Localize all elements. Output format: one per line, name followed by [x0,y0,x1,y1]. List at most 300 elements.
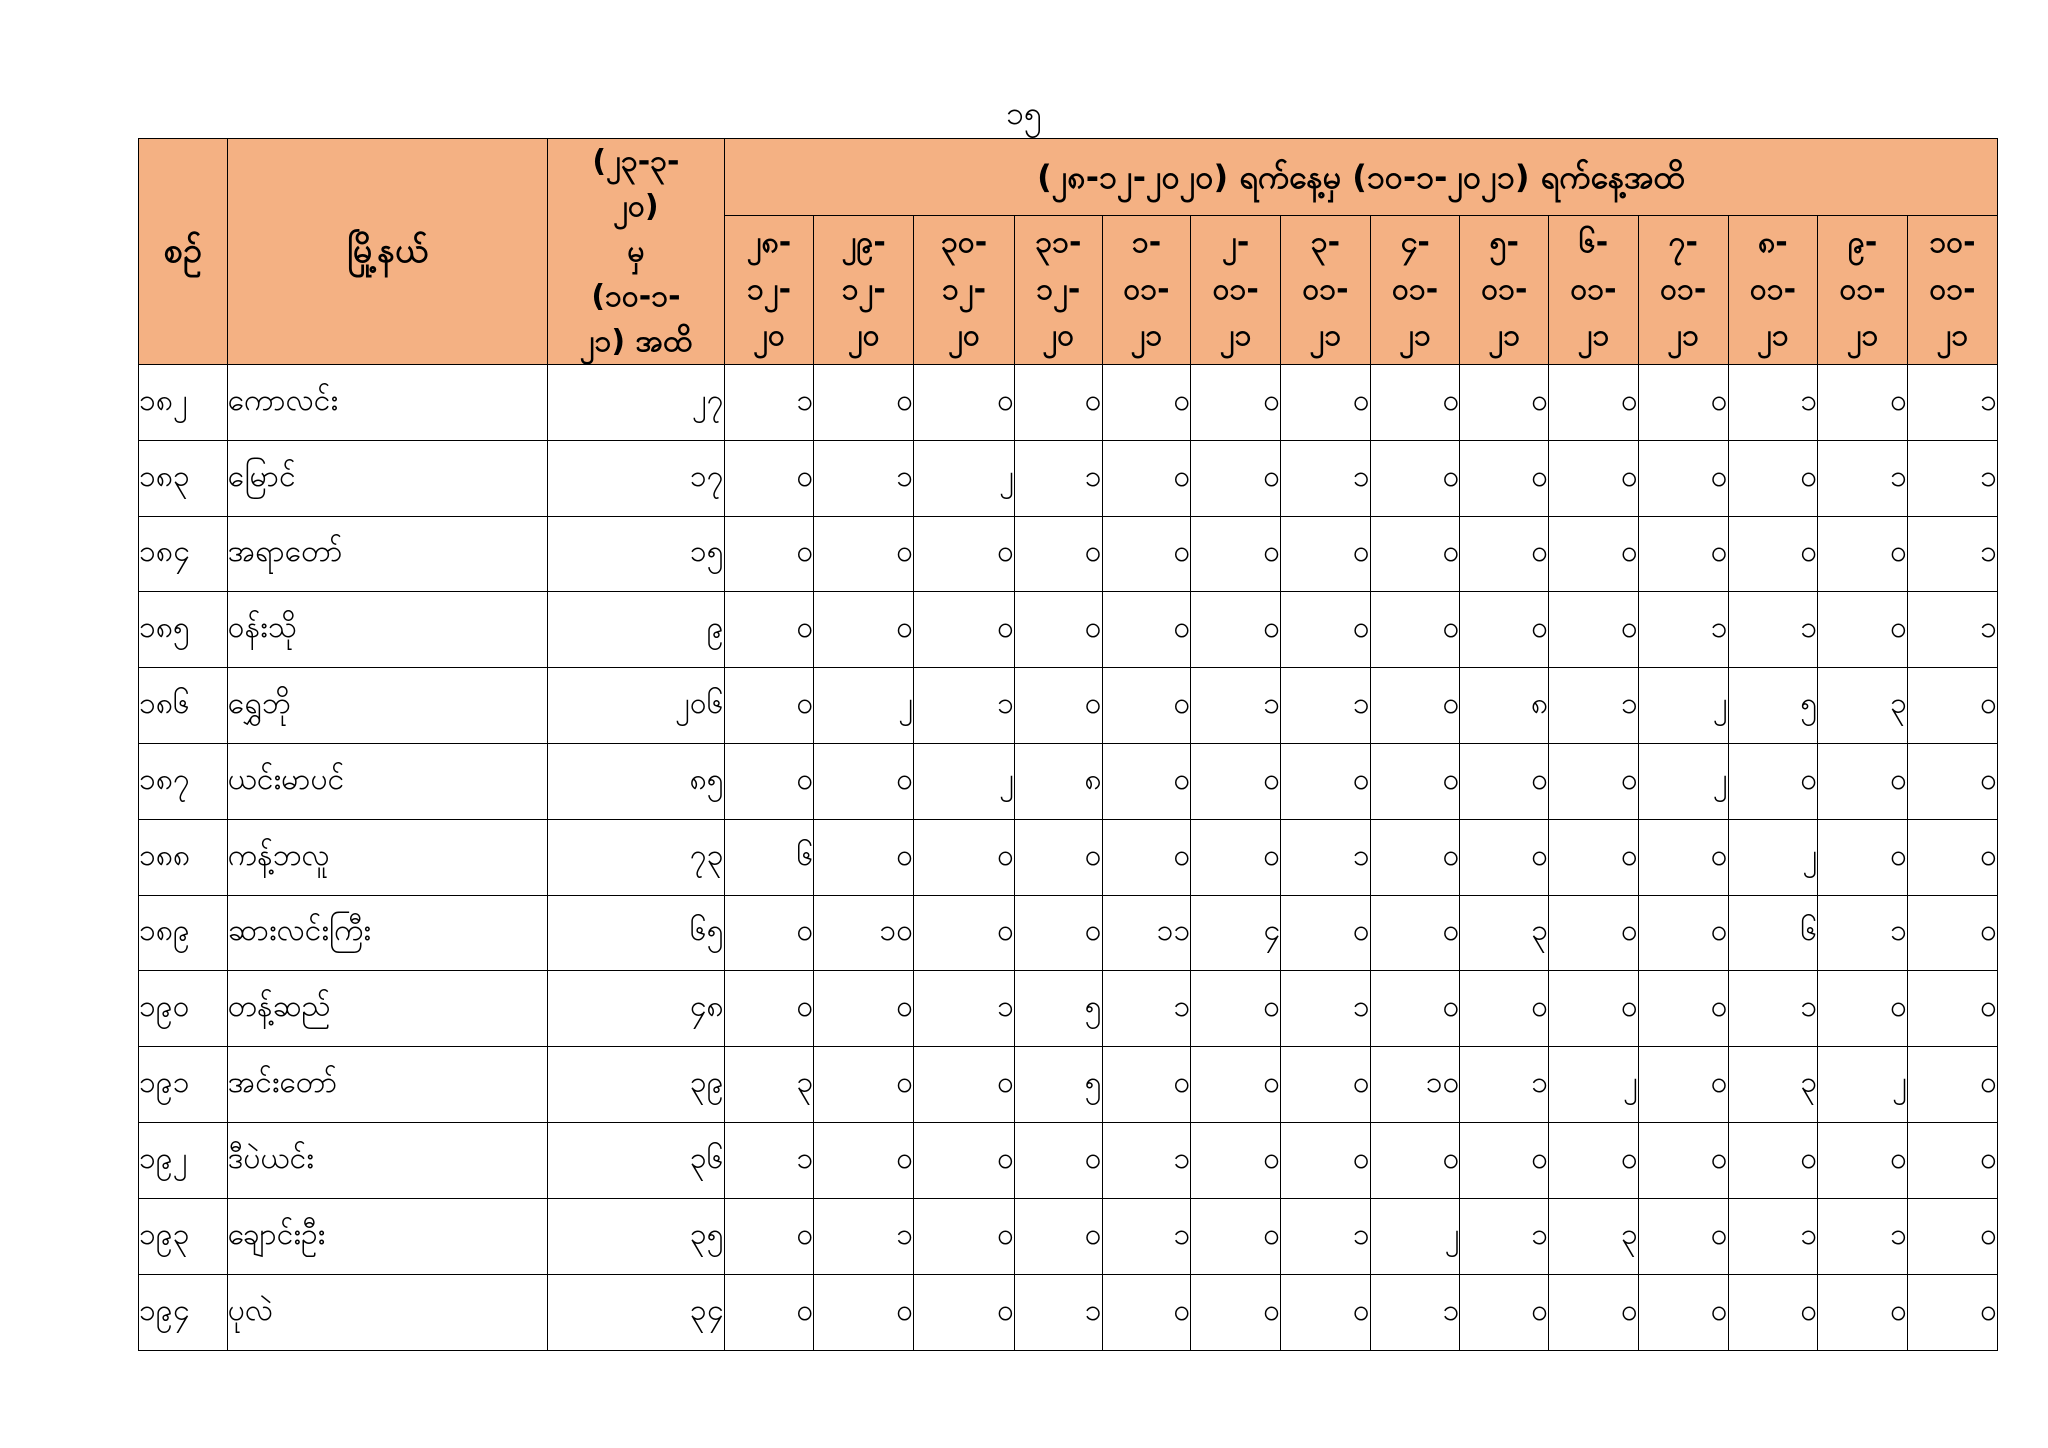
value-cell: ၀ [1191,819,1281,895]
township-cell: ယင်းမာပင် [227,743,548,819]
value-cell: ၀ [1549,743,1639,819]
header-date-part: ၁၂- [1036,271,1081,307]
value-cell: ၀ [914,1198,1015,1274]
header-date-part: ၂၁ [1488,318,1521,354]
value-cell: ၁ [1014,1274,1102,1350]
value-cell: ၁ [1281,971,1371,1047]
table-body [139,365,1998,1351]
value-cell: ၀ [814,1274,914,1350]
value-cell: ၀ [814,592,914,668]
total-cell: ၄၈ [548,971,724,1047]
value-cell: ၀ [1191,1047,1281,1123]
value-cell: ၅ [1014,1047,1102,1123]
value-cell: ၁ [1460,1198,1549,1274]
serial-cell: ၁၈၃ [139,440,228,516]
header-date [914,216,1015,365]
header-date-part: ၂၁ [1936,318,1969,354]
value-cell: ၀ [1818,592,1908,668]
value-cell: ၁ [1818,1198,1908,1274]
value-cell: ၀ [1460,516,1549,592]
value-cell: ၀ [1549,440,1639,516]
value-cell: ၁ [1907,592,1997,668]
value-cell: ၃ [724,1047,814,1123]
township-cell: ဝန်းသို [227,592,548,668]
value-cell: ၁ [1818,440,1908,516]
table-row [139,668,1998,744]
value-cell: ၁ [1460,1047,1549,1123]
table-row [139,743,1998,819]
header-date-part: ၀၁- [1749,271,1797,307]
header-date-part: ၃- [1310,225,1341,261]
header-date [1370,216,1460,365]
township-cell: ချောင်းဦး [227,1198,548,1274]
value-cell: ၀ [1549,516,1639,592]
value-cell: ၀ [724,592,814,668]
table-row [139,819,1998,895]
page-number: ၁၅ [1006,94,1042,132]
value-cell: ၀ [1102,516,1191,592]
township-cell: ပုလဲ [227,1274,548,1350]
value-cell: ၀ [1549,819,1639,895]
header-date-part: ၀၁- [1660,271,1707,307]
value-cell: ၀ [1728,743,1818,819]
header-date-part: ၂၁ [1846,318,1879,354]
header-date-part: ၂၈- [746,225,792,261]
value-cell: ၁ [1102,1198,1191,1274]
value-cell: ၀ [1460,440,1549,516]
value-cell: ၁ [1728,592,1818,668]
header-date [1191,216,1281,365]
value-cell: ၀ [1907,668,1997,744]
value-cell: ၀ [1191,516,1281,592]
value-cell: ၀ [1638,895,1728,971]
value-cell: ၈ [1460,668,1549,744]
serial-cell: ၁၉၂ [139,1122,228,1198]
value-cell: ၀ [724,971,814,1047]
header-date-part: ၂၀ [753,318,785,354]
value-cell: ၃ [1728,1047,1818,1123]
value-cell: ၃ [1818,668,1908,744]
township-cell: ကန့်ဘလူ [227,819,548,895]
header-date-part: ၂၁ [1757,318,1789,354]
value-cell: ၁ [1907,516,1997,592]
value-cell: ၀ [724,895,814,971]
header-date-part: ၈- [1758,225,1788,261]
value-cell: ၁ [1102,1122,1191,1198]
value-cell: ၈ [1014,743,1102,819]
value-cell: ၀ [1460,1122,1549,1198]
value-cell: ၀ [1281,743,1371,819]
value-cell: ၀ [1907,895,1997,971]
header-date-part: ၃၀- [940,225,988,261]
value-cell: ၀ [1014,895,1102,971]
header-date-part: ၇- [1668,225,1698,261]
header-date-part: ၃၁- [1035,225,1082,261]
header-total-line: (၁၀-၁- [591,279,681,314]
header-date-part: ၁- [1131,225,1162,261]
value-cell: ၁၀ [814,895,914,971]
value-cell: ၁ [1281,440,1371,516]
value-cell: ၀ [1728,516,1818,592]
header-date-part: ၂၉- [841,225,886,261]
value-cell: ၀ [1638,1198,1728,1274]
value-cell: ၀ [1014,819,1102,895]
value-cell: ၀ [1370,743,1460,819]
header-total-line: မှ [627,234,645,269]
value-cell: ၁ [1549,668,1639,744]
value-cell: ၀ [814,365,914,441]
table-row [139,1122,1998,1198]
value-cell: ၁ [724,1122,814,1198]
header-date [1281,216,1371,365]
value-cell: ၀ [1191,1198,1281,1274]
value-cell: ၀ [914,365,1015,441]
total-cell: ၉ [548,592,724,668]
header-total-line: ၂၁) အထိ [579,324,693,359]
value-cell: ၂ [814,668,914,744]
total-cell: ၂၀၆ [548,668,724,744]
value-cell: ၁ [1102,971,1191,1047]
value-cell: ၀ [724,440,814,516]
value-cell: ၀ [1818,819,1908,895]
value-cell: ၀ [814,743,914,819]
total-cell: ၃၅ [548,1198,724,1274]
value-cell: ၀ [1638,365,1728,441]
header-date [1014,216,1102,365]
value-cell: ၀ [1191,1274,1281,1350]
header-date [1549,216,1639,365]
value-cell: ၁ [1281,668,1371,744]
value-cell: ၀ [724,668,814,744]
table-row [139,971,1998,1047]
serial-cell: ၁၉၁ [139,1047,228,1123]
header-date-range: (၂၈-၁၂-၂၀၂၀) ရက်နေ့မှ (၁၀-၁-၂၀၂၁) ရက်နေ့အထိ [724,139,1997,216]
header-date [1638,216,1728,365]
value-cell: ၀ [1460,971,1549,1047]
header-township: မြို့နယ် [227,139,548,365]
value-cell: ၁ [1728,1198,1818,1274]
value-cell: ၀ [1102,668,1191,744]
value-cell: ၀ [914,516,1015,592]
header-date-part: ၂၁ [1399,318,1431,354]
value-cell: ၀ [1281,1122,1371,1198]
header-date-part: ၀၁- [1123,271,1170,307]
header-total-line: ၂၀) [613,189,659,224]
serial-cell: ၁၉၀ [139,971,228,1047]
value-cell: ၃ [1460,895,1549,971]
value-cell: ၀ [1370,668,1460,744]
value-cell: ၄ [1191,895,1281,971]
value-cell: ၂ [1638,743,1728,819]
header-date-part: ၂၀ [847,318,880,354]
value-cell: ၀ [1549,1274,1639,1350]
header-date-part: ၂၁ [1667,318,1700,354]
value-cell: ၀ [1818,971,1908,1047]
header-total-line: (၂၃-၃- [592,144,680,179]
value-cell: ၁ [914,971,1015,1047]
value-cell: ၀ [1549,365,1639,441]
data-table [138,138,1998,1351]
value-cell: ၀ [1638,516,1728,592]
header-date [1460,216,1549,365]
value-cell: ၂ [1549,1047,1639,1123]
value-cell: ၀ [1370,819,1460,895]
value-cell: ၀ [1549,1122,1639,1198]
header-date [1728,216,1818,365]
value-cell: ၁၁ [1102,895,1191,971]
value-cell: ၀ [1102,1274,1191,1350]
value-cell: ၀ [1907,1122,1997,1198]
value-cell: ၀ [814,819,914,895]
value-cell: ၀ [1728,1274,1818,1350]
township-cell: ဒီပဲယင်း [227,1122,548,1198]
value-cell: ၀ [1014,1122,1102,1198]
value-cell: ၁ [1281,819,1371,895]
value-cell: ၀ [1907,1198,1997,1274]
header-date-part: ၂၁ [1577,318,1610,354]
value-cell: ၀ [1014,592,1102,668]
value-cell: ၀ [1102,365,1191,441]
value-cell: ၀ [1370,440,1460,516]
value-cell: ၀ [1191,365,1281,441]
value-cell: ၀ [724,516,814,592]
header-date-part: ၀၁- [1302,271,1349,307]
value-cell: ၀ [1728,1122,1818,1198]
value-cell: ၀ [1818,1274,1908,1350]
value-cell: ၂ [1370,1198,1460,1274]
value-cell: ၀ [1728,440,1818,516]
header-date-part: ၂၀ [1042,318,1075,354]
header-date-part: ၅- [1489,225,1519,261]
township-cell: တန့်ဆည် [227,971,548,1047]
table-row [139,592,1998,668]
table-row [139,365,1998,441]
value-cell: ၀ [1370,1122,1460,1198]
serial-cell: ၁၈၉ [139,895,228,971]
value-cell: ၀ [814,1122,914,1198]
value-cell: ၀ [1638,971,1728,1047]
serial-cell: ၁၉၃ [139,1198,228,1274]
value-cell: ၆ [724,819,814,895]
value-cell: ၂ [1818,1047,1908,1123]
township-cell: အရာတော် [227,516,548,592]
value-cell: ၁ [1014,440,1102,516]
value-cell: ၅ [1728,668,1818,744]
value-cell: ၁ [1907,365,1997,441]
value-cell: ၂ [914,440,1015,516]
value-cell: ၀ [1281,895,1371,971]
township-cell: အင်းတော် [227,1047,548,1123]
value-cell: ၀ [1638,440,1728,516]
header-date-part: ၂၁ [1130,318,1163,354]
value-cell: ၀ [1370,971,1460,1047]
header-date-part: ၆- [1578,225,1609,261]
township-cell: ရွှေဘို [227,668,548,744]
header-date-part: ၁၂- [942,271,987,307]
value-cell: ၀ [1102,592,1191,668]
value-cell: ၀ [1907,819,1997,895]
value-cell: ၀ [1014,365,1102,441]
value-cell: ၀ [1460,743,1549,819]
value-cell: ၀ [1102,819,1191,895]
total-cell: ၂၇ [548,365,724,441]
value-cell: ၀ [914,819,1015,895]
value-cell: ၀ [914,592,1015,668]
header-date [1102,216,1191,365]
total-cell: ၈၅ [548,743,724,819]
total-cell: ၇၃ [548,819,724,895]
value-cell: ၂ [1728,819,1818,895]
value-cell: ၀ [1460,819,1549,895]
township-cell: ကောလင်း [227,365,548,441]
value-cell: ၀ [1014,1198,1102,1274]
value-cell: ၀ [1549,971,1639,1047]
value-cell: ၀ [1638,1122,1728,1198]
value-cell: ၀ [1818,743,1908,819]
value-cell: ၀ [914,1274,1015,1350]
value-cell: ၀ [1907,1274,1997,1350]
value-cell: ၀ [1191,440,1281,516]
header-date-part: ၀၁- [1839,271,1886,307]
value-cell: ၀ [1191,1122,1281,1198]
header-date [1907,216,1997,365]
value-cell: ၀ [1102,743,1191,819]
value-cell: ၀ [1370,895,1460,971]
value-cell: ၀ [1191,592,1281,668]
value-cell: ၀ [1818,516,1908,592]
header-date-part: ၀၁- [1481,271,1528,307]
value-cell: ၀ [724,1274,814,1350]
table-row [139,1047,1998,1123]
value-cell: ၁ [724,365,814,441]
value-cell: ၁ [1728,365,1818,441]
value-cell: ၁၀ [1370,1047,1460,1123]
value-cell: ၅ [1014,971,1102,1047]
header-date-part: ၉- [1847,225,1878,261]
value-cell: ၀ [1638,819,1728,895]
township-cell: ဆားလင်းကြီး [227,895,548,971]
value-cell: ၀ [1014,516,1102,592]
value-cell: ၀ [1014,668,1102,744]
table-row [139,516,1998,592]
value-cell: ၀ [814,1047,914,1123]
serial-cell: ၁၈၇ [139,743,228,819]
serial-cell: ၁၈၄ [139,516,228,592]
total-cell: ၆၅ [548,895,724,971]
value-cell: ၀ [1460,1274,1549,1350]
header-date-part: ၁၂- [746,271,792,307]
value-cell: ၁ [914,668,1015,744]
header-date-part: ၀၁- [1212,271,1259,307]
header-date-part: ၂- [1222,225,1250,261]
value-cell: ၀ [814,971,914,1047]
value-cell: ၁ [814,440,914,516]
header-date-part: ၀၁- [1392,271,1439,307]
header-date-part: ၂၁ [1309,318,1342,354]
serial-cell: ၁၈၆ [139,668,228,744]
header-date [724,216,814,365]
value-cell: ၀ [1281,1274,1371,1350]
value-cell: ၁ [1370,1274,1460,1350]
value-cell: ၆ [1728,895,1818,971]
header-date-part: ၀၁- [1570,271,1617,307]
value-cell: ၁ [1907,440,1997,516]
value-cell: ၀ [1460,592,1549,668]
value-cell: ၀ [1549,592,1639,668]
value-cell: ၀ [1549,895,1639,971]
value-cell: ၀ [1281,365,1371,441]
value-cell: ၀ [1370,592,1460,668]
value-cell: ၀ [1191,743,1281,819]
value-cell: ၀ [1907,1047,1997,1123]
value-cell: ၁ [814,1198,914,1274]
value-cell: ၁ [1638,592,1728,668]
value-cell: ၀ [914,895,1015,971]
total-cell: ၃၄ [548,1274,724,1350]
header-date-part: ၂၀ [948,318,980,354]
table-row [139,1274,1998,1350]
total-cell: ၃၉ [548,1047,724,1123]
value-cell: ၀ [1370,516,1460,592]
value-cell: ၂ [914,743,1015,819]
serial-cell: ၁၈၅ [139,592,228,668]
value-cell: ၀ [1102,440,1191,516]
serial-cell: ၁၉၄ [139,1274,228,1350]
serial-cell: ၁၈၈ [139,819,228,895]
value-cell: ၂ [1638,668,1728,744]
serial-cell: ၁၈၂ [139,365,228,441]
header-date-part: ၁၂- [841,271,886,307]
table-row [139,440,1998,516]
value-cell: ၀ [1281,592,1371,668]
value-cell: ၀ [1907,971,1997,1047]
value-cell: ၀ [724,743,814,819]
value-cell: ၀ [914,1047,1015,1123]
header-serial: စဉ် [139,139,228,365]
value-cell: ၀ [1460,365,1549,441]
header-date-part: ၁၀- [1929,225,1976,261]
value-cell: ၀ [1638,1047,1728,1123]
header-date [1818,216,1908,365]
header-date-part: ၀၁- [1929,271,1976,307]
value-cell: ၀ [914,1122,1015,1198]
value-cell: ၀ [1281,1047,1371,1123]
value-cell: ၀ [1638,1274,1728,1350]
header-date-part: ၂၁ [1219,318,1252,354]
header-date-part: ၄- [1400,225,1430,261]
value-cell: ၀ [1907,743,1997,819]
value-cell: ၀ [1191,971,1281,1047]
header-date [814,216,914,365]
value-cell: ၀ [1818,365,1908,441]
value-cell: ၀ [1102,1047,1191,1123]
value-cell: ၀ [1281,516,1371,592]
value-cell: ၀ [1818,1122,1908,1198]
total-cell: ၁၇ [548,440,724,516]
table-row [139,1198,1998,1274]
value-cell: ၃ [1549,1198,1639,1274]
value-cell: ၀ [814,516,914,592]
value-cell: ၁ [1281,1198,1371,1274]
total-cell: ၃၆ [548,1122,724,1198]
table-row [139,895,1998,971]
township-cell: မြောင် [227,440,548,516]
total-cell: ၁၅ [548,516,724,592]
value-cell: ၀ [724,1198,814,1274]
header-total [548,139,724,365]
value-cell: ၀ [1370,365,1460,441]
value-cell: ၁ [1818,895,1908,971]
